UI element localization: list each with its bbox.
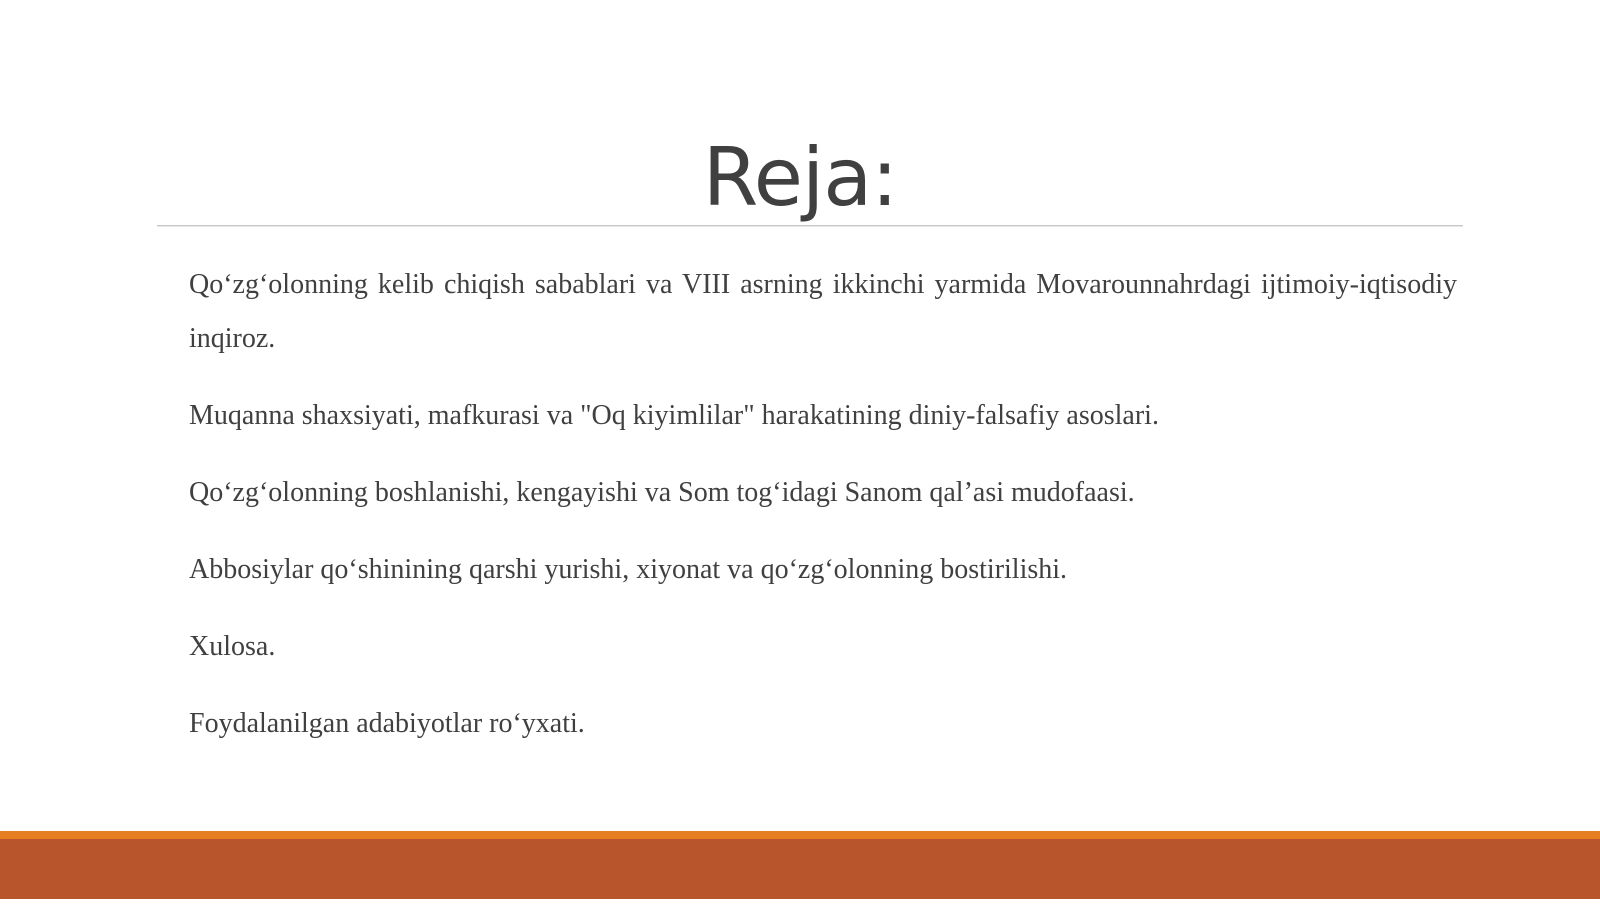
plan-item: Muqanna shaxsiyati, mafkurasi va "Oq kiyimlilar" harakatining diniy-falsafiy asoslari.: [189, 400, 1159, 431]
slide-title: Reja:: [702, 131, 898, 224]
plan-item: Qo‘zg‘olonning boshlanishi, kengayishi va Som tog‘idagi Sanom qal’asi mudofaasi.: [189, 477, 1135, 508]
title-divider: [157, 225, 1463, 226]
plan-list: [189, 258, 1457, 751]
plan-item: Abbosiylar qo‘shinining qarshi yurishi, xiyonat va qo‘zg‘olonning bostirilishi.: [189, 554, 1068, 585]
plan-item: Foydalanilgan adabiyotlar ro‘yxati.: [189, 708, 585, 739]
plan-item: Qo‘zg‘olonning kelib chiqish sabablari va VIII asrning ikkinchi yarmida Movarounnahrdagi ijtimoiy-iqtisodiy inqiroz.: [189, 269, 1457, 354]
footer-accent-line: [0, 831, 1600, 839]
footer-band: [0, 839, 1600, 899]
plan-item: Xulosa.: [189, 631, 276, 662]
